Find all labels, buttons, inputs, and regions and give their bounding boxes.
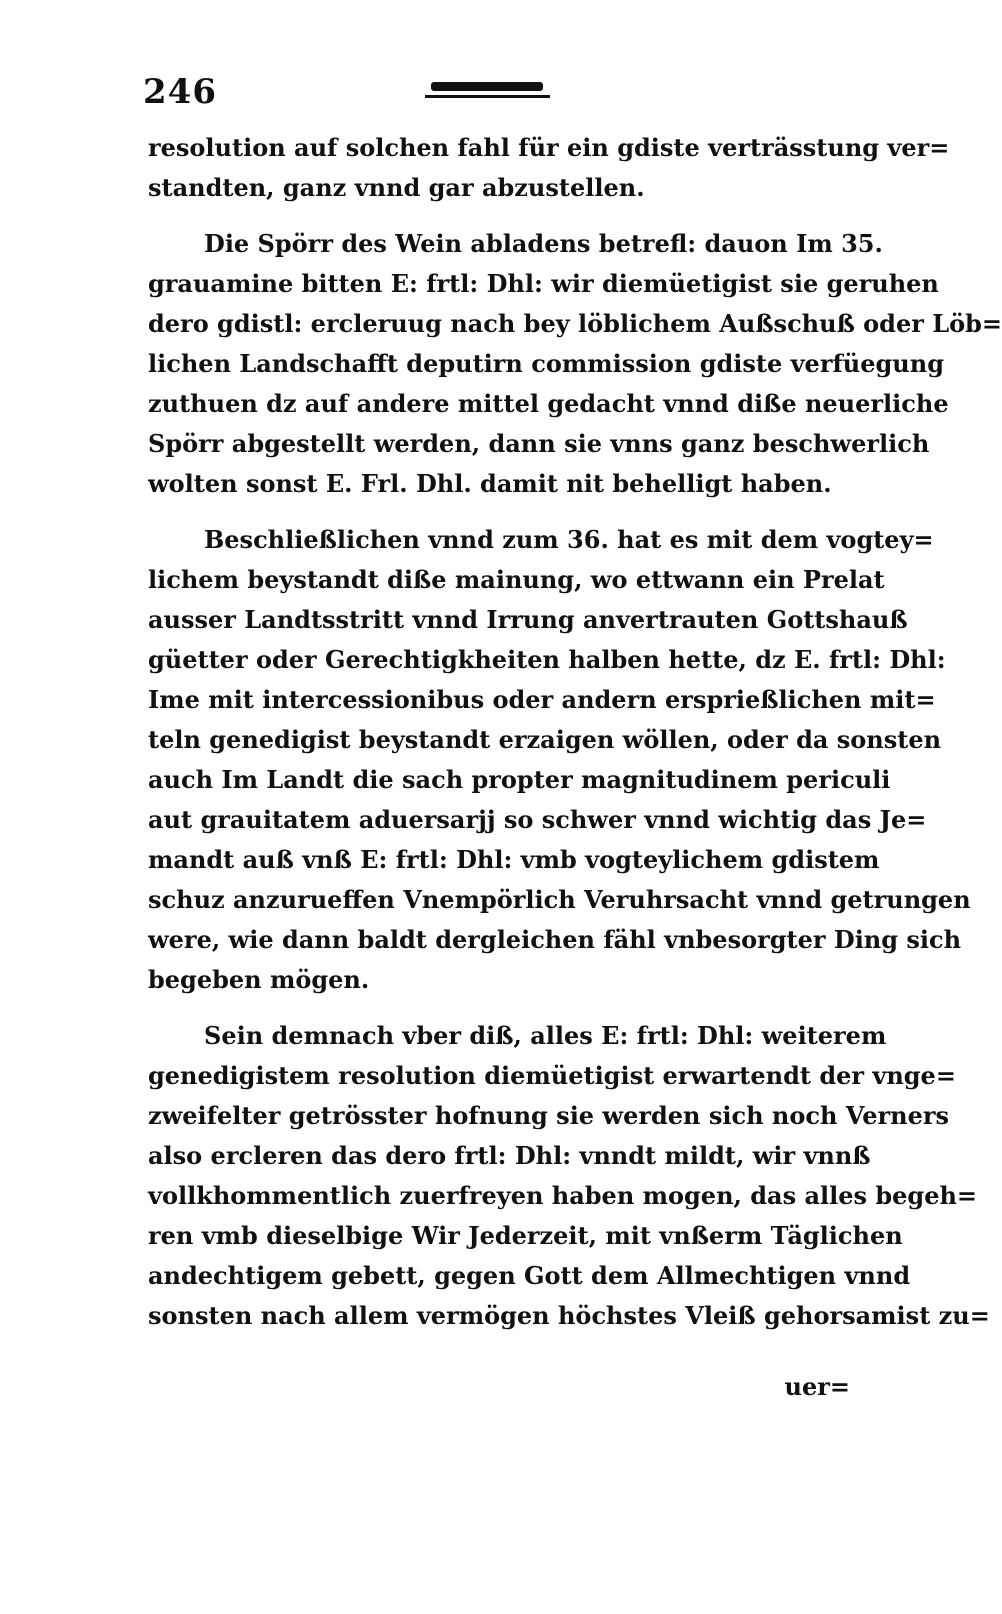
text-line: grauamine bitten E: frtl: Dhl: wir diemüetigist sie geruhen xyxy=(148,269,939,298)
text-line: auch Im Landt die sach propter magnitudinem periculi xyxy=(148,765,891,794)
text-line: zuthuen dz auf andere mittel gedacht vnnd diße neuerliche xyxy=(148,389,949,418)
text-line: aut grauitatem aduersarjj so schwer vnnd wichtig das Je= xyxy=(148,805,927,834)
body-text xyxy=(148,128,1002,1336)
text-line: lichen Landschafft deputirn commission gdiste verfüegung xyxy=(148,349,944,378)
text-line: Spörr abgestellt werden, dann sie vnns ganz beschwerlich xyxy=(148,429,930,458)
text-line: güetter oder Gerechtigkheiten halben hette, dz E. frtl: Dhl: xyxy=(148,645,946,674)
text-line: vollkhommentlich zuerfreyen haben mogen, das alles begeh= xyxy=(148,1181,978,1210)
text-line: begeben mögen. xyxy=(148,965,370,994)
text-line: mandt auß vnß E: frtl: Dhl: vmb vogteylichem gdistem xyxy=(148,845,880,874)
ornament-bar-thin xyxy=(425,95,550,98)
text-line: wolten sonst E. Frl. Dhl. damit nit behelligt haben. xyxy=(148,469,832,498)
text-line: ausser Landtsstritt vnnd Irrung anvertrauten Gottshauß xyxy=(148,605,908,634)
text-line: resolution auf solchen fahl für ein gdiste verträsstung ver= xyxy=(148,133,950,162)
text-line: Die Spörr des Wein abladens betrefl: dauon Im 35. xyxy=(204,229,883,258)
text-line: ren vmb dieselbige Wir Jederzeit, mit vnßerm Täglichen xyxy=(148,1221,903,1250)
text-line: standten, ganz vnnd gar abzustellen. xyxy=(148,173,645,202)
ornament-bar-thick xyxy=(431,82,543,91)
paragraph xyxy=(148,1016,990,1336)
text-line: zweifelter getrösster hofnung sie werden sich noch Verners xyxy=(148,1101,949,1130)
text-line: schuz anzurueffen Vnempörlich Veruhrsacht vnnd getrungen xyxy=(148,885,971,914)
text-line: were, wie dann baldt dergleichen fähl vnbesorgter Ding sich xyxy=(148,925,962,954)
text-line: also ercleren das dero frtl: Dhl: vnndt mildt, wir vnnß xyxy=(148,1141,871,1170)
header-ornament-rule xyxy=(425,82,550,104)
text-line: teln genedigist beystandt erzaigen wöllen, oder da sonsten xyxy=(148,725,942,754)
catchword: uer= xyxy=(784,1372,850,1401)
text-line: Sein demnach vber diß, alles E: frtl: Dhl: weiterem xyxy=(204,1021,887,1050)
text-line: Beschließlichen vnnd zum 36. hat es mit dem vogtey= xyxy=(204,525,934,554)
text-line: dero gdistl: ercleruug nach bey löblichem Außschuß oder Löb= xyxy=(148,309,1002,338)
paragraph xyxy=(148,520,971,1000)
text-line: sonsten nach allem vermögen höchstes Vleiß gehorsamist zu= xyxy=(148,1301,990,1330)
text-line: lichem beystandt diße mainung, wo ettwann ein Prelat xyxy=(148,565,885,594)
text-line: Ime mit intercessionibus oder andern ersprießlichen mit= xyxy=(148,685,936,714)
text-line: genedigistem resolution diemüetigist erwartendt der vnge= xyxy=(148,1061,956,1090)
page-number: 246 xyxy=(143,72,217,112)
text-line: andechtigem gebett, gegen Gott dem Allmechtigen vnnd xyxy=(148,1261,911,1290)
paragraph xyxy=(148,128,950,208)
paragraph xyxy=(148,224,1002,504)
